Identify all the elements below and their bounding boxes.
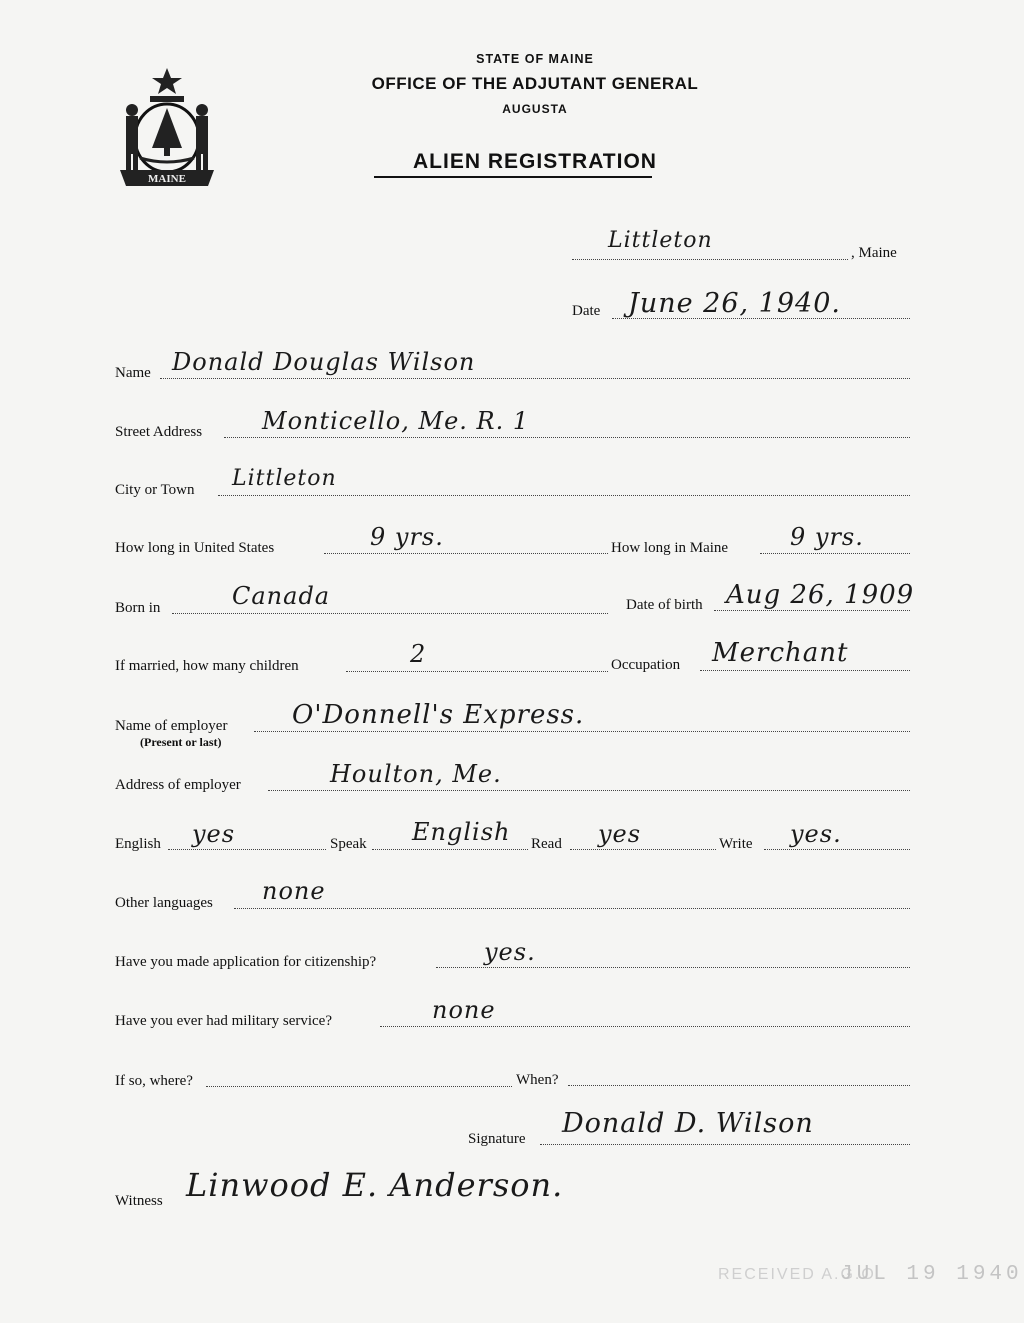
witness-label: Witness — [115, 1193, 163, 1209]
received-stamp-date: JUL 19 1940 — [840, 1263, 1023, 1286]
where-label: If so, where? — [115, 1073, 193, 1089]
english-label: English — [115, 836, 161, 852]
english-line — [168, 849, 326, 850]
city-line — [218, 495, 910, 496]
employer-sublabel: (Present or last) — [140, 735, 222, 749]
header-city: AUGUSTA — [502, 102, 568, 116]
citizenship-label: Have you made application for citizenship? — [115, 954, 377, 970]
children-value: 2 — [410, 640, 427, 668]
maine-years-value: 9 yrs. — [790, 523, 864, 551]
military-value: none — [432, 996, 496, 1024]
where-line — [206, 1086, 512, 1087]
place-suffix: , Maine — [851, 245, 897, 261]
street-line — [224, 437, 910, 438]
header-office: OFFICE OF THE ADJUTANT GENERAL — [371, 74, 699, 93]
signature-line — [540, 1144, 910, 1145]
place-value: Littleton — [608, 228, 713, 253]
date-label: Date — [572, 303, 601, 319]
form-title: ALIEN REGISTRATION — [413, 150, 657, 173]
received-stamp-text: RECEIVED A.G.O. — [718, 1266, 883, 1283]
us-years-label: How long in United States — [115, 540, 275, 556]
seal-label: MAINE — [148, 173, 186, 185]
born-value: Canada — [232, 582, 331, 610]
born-line — [172, 613, 608, 614]
maine-years-label: How long in Maine — [611, 540, 729, 556]
maine-state-seal-icon — [112, 66, 222, 190]
name-line — [160, 378, 910, 379]
other-languages-value: none — [262, 877, 326, 905]
children-line — [346, 671, 608, 672]
name-value: Donald Douglas Wilson — [172, 348, 476, 376]
employer-label: Name of employer — [115, 718, 228, 734]
signature-value: Donald D. Wilson — [562, 1108, 814, 1139]
occupation-line — [700, 670, 910, 671]
employer-address-value: Houlton, Me. — [330, 760, 502, 788]
title-underline — [374, 176, 652, 178]
employer-address-label: Address of employer — [115, 777, 241, 793]
speak-value: English — [412, 818, 511, 846]
write-line — [764, 849, 910, 850]
read-line — [570, 849, 716, 850]
signature-label: Signature — [468, 1131, 526, 1147]
street-label: Street Address — [115, 424, 203, 440]
date-value: June 26, 1940. — [628, 288, 841, 319]
us-years-value: 9 yrs. — [370, 523, 444, 551]
street-value: Monticello, Me. R. 1 — [262, 407, 530, 435]
born-label: Born in — [115, 600, 161, 616]
witness-value: Linwood E. Anderson. — [186, 1166, 564, 1204]
city-value: Littleton — [232, 466, 337, 491]
citizenship-line — [436, 967, 910, 968]
occupation-label: Occupation — [611, 657, 681, 673]
speak-line — [372, 849, 528, 850]
name-label: Name — [115, 365, 151, 381]
employer-address-line — [268, 790, 910, 791]
military-line — [380, 1026, 910, 1027]
us-years-line — [324, 553, 608, 554]
dob-value: Aug 26, 1909 — [726, 580, 915, 610]
other-languages-line — [234, 908, 910, 909]
speak-label: Speak — [330, 836, 367, 852]
military-label: Have you ever had military service? — [115, 1013, 332, 1029]
occupation-value: Merchant — [712, 638, 849, 668]
when-line — [568, 1085, 910, 1086]
other-languages-label: Other languages — [115, 895, 213, 911]
english-value: yes — [192, 820, 236, 848]
header-state: STATE OF MAINE — [476, 52, 594, 66]
children-label: If married, how many children — [115, 658, 299, 674]
dob-label: Date of birth — [626, 597, 703, 613]
when-label: When? — [516, 1072, 559, 1088]
read-value: yes — [598, 820, 642, 848]
read-label: Read — [531, 836, 562, 852]
maine-years-line — [760, 553, 910, 554]
write-label: Write — [719, 836, 753, 852]
write-value: yes. — [790, 820, 842, 848]
employer-line — [254, 731, 910, 732]
place-line — [572, 259, 848, 260]
city-label: City or Town — [115, 482, 195, 498]
dob-line — [714, 610, 910, 611]
citizenship-value: yes. — [484, 938, 536, 966]
employer-value: O'Donnell's Express. — [292, 700, 585, 730]
